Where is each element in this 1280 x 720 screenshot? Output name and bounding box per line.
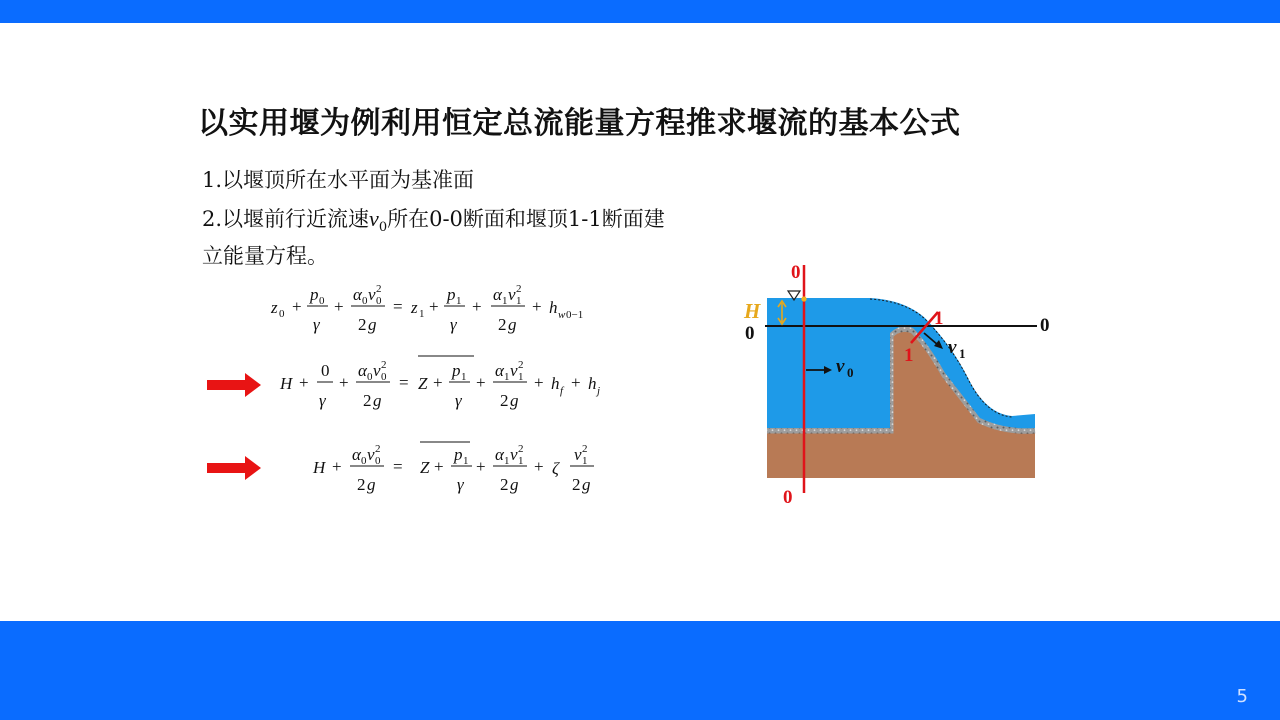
step-2-suffix: 所在0-0断面和堰顶1-1断面建立能量方程。 xyxy=(202,207,665,269)
svg-text:H: H xyxy=(280,374,293,393)
svg-text:γ: γ xyxy=(319,391,326,410)
svg-text:v: v xyxy=(510,361,518,380)
svg-text:γ: γ xyxy=(313,315,320,334)
svg-text:v: v xyxy=(574,445,582,464)
svg-text:h: h xyxy=(551,374,560,393)
svg-text:α: α xyxy=(358,361,367,380)
slide-title: 以实用堰为例利用恒定总流能量方程推求堰流的基本公式 xyxy=(198,106,961,141)
svg-text:α: α xyxy=(495,361,504,380)
svg-text:α: α xyxy=(352,445,361,464)
svg-text:g: g xyxy=(373,391,382,410)
step-2-prefix: 2.以堰前行近流速 xyxy=(202,207,370,231)
svg-text:0: 0 xyxy=(319,295,325,307)
label-H: H xyxy=(744,299,761,323)
svg-text:p: p xyxy=(310,285,319,304)
svg-text:0: 0 xyxy=(375,455,381,467)
label-1-top: 1 xyxy=(934,308,944,329)
svg-text:+: + xyxy=(429,297,439,316)
step-1-text: 1.以堰顶所在水平面为基准面 xyxy=(202,168,475,192)
svg-text:1: 1 xyxy=(419,308,425,320)
label-0-right: 0 xyxy=(1040,315,1050,336)
energy-equation-3 xyxy=(308,436,608,502)
svg-text:1: 1 xyxy=(518,371,524,383)
svg-text:2: 2 xyxy=(582,443,588,455)
svg-text:g: g xyxy=(510,391,519,410)
svg-text:2: 2 xyxy=(572,475,581,494)
svg-text:2: 2 xyxy=(376,283,382,295)
svg-text:0: 0 xyxy=(279,308,285,320)
svg-text:0: 0 xyxy=(321,361,330,380)
svg-text:2: 2 xyxy=(381,359,387,371)
label-v0-sub: 0 xyxy=(847,365,854,380)
step-2-text xyxy=(202,205,672,270)
svg-text:+: + xyxy=(433,373,443,392)
svg-text:2: 2 xyxy=(357,475,366,494)
svg-text:1: 1 xyxy=(504,371,510,383)
svg-text:g: g xyxy=(368,315,377,334)
svg-text:2: 2 xyxy=(518,359,524,371)
svg-text:f: f xyxy=(560,385,564,397)
svg-text:Z: Z xyxy=(418,374,428,393)
svg-text:v: v xyxy=(368,285,376,304)
svg-text:g: g xyxy=(367,475,376,494)
label-1-bottom: 1 xyxy=(904,345,914,366)
svg-text:v: v xyxy=(373,361,381,380)
svg-text:p: p xyxy=(454,445,463,464)
svg-text:p: p xyxy=(447,285,456,304)
svg-text:v: v xyxy=(510,445,518,464)
step-2-sub: 0 xyxy=(378,220,388,236)
svg-text:1: 1 xyxy=(582,455,588,467)
label-v1-sub: 1 xyxy=(959,346,966,361)
svg-text:2: 2 xyxy=(363,391,372,410)
svg-text:+: + xyxy=(434,457,444,476)
svg-text:γ: γ xyxy=(450,315,457,334)
svg-text:=: = xyxy=(399,373,409,392)
energy-equation-2 xyxy=(275,350,620,416)
label-0-top: 0 xyxy=(791,262,801,283)
svg-text:g: g xyxy=(508,315,517,334)
svg-text:2: 2 xyxy=(358,315,367,334)
svg-text:0: 0 xyxy=(381,371,387,383)
svg-text:=: = xyxy=(393,297,403,316)
svg-text:2: 2 xyxy=(516,283,522,295)
svg-text:0: 0 xyxy=(367,371,373,383)
svg-text:α: α xyxy=(495,445,504,464)
label-0-left: 0 xyxy=(745,323,755,344)
weir-diagram xyxy=(738,256,1058,512)
svg-text:0−1: 0−1 xyxy=(566,309,584,321)
svg-text:2: 2 xyxy=(500,391,509,410)
energy-equation-1 xyxy=(265,280,605,338)
svg-text:0: 0 xyxy=(361,455,367,467)
svg-text:h: h xyxy=(549,298,558,317)
svg-text:1: 1 xyxy=(516,295,522,307)
svg-text:0: 0 xyxy=(376,295,382,307)
svg-text:1: 1 xyxy=(456,295,462,307)
svg-text:w: w xyxy=(558,309,566,321)
label-v0: v xyxy=(836,356,845,377)
svg-text:j: j xyxy=(597,385,601,397)
svg-text:=: = xyxy=(393,457,403,476)
svg-text:α: α xyxy=(493,285,502,304)
bottom-bar xyxy=(0,621,1280,720)
svg-text:2: 2 xyxy=(498,315,507,334)
svg-text:+: + xyxy=(334,297,344,316)
top-bar xyxy=(0,0,1280,23)
svg-text:+: + xyxy=(534,373,544,392)
svg-text:+: + xyxy=(476,457,486,476)
svg-text:p: p xyxy=(452,361,461,380)
svg-text:+: + xyxy=(292,297,302,316)
svg-text:γ: γ xyxy=(457,475,464,494)
red-arrow-icon-1 xyxy=(207,373,263,397)
svg-text:v: v xyxy=(367,445,375,464)
svg-text:+: + xyxy=(534,457,544,476)
svg-text:0: 0 xyxy=(362,295,368,307)
step-2-var: v xyxy=(369,206,379,231)
svg-text:g: g xyxy=(582,475,591,494)
svg-text:v: v xyxy=(508,285,516,304)
svg-text:ζ: ζ xyxy=(552,459,559,478)
svg-text:g: g xyxy=(510,475,519,494)
red-arrow-icon-2 xyxy=(207,456,263,480)
svg-text:+: + xyxy=(532,297,542,316)
svg-text:γ: γ xyxy=(455,391,462,410)
svg-text:1: 1 xyxy=(463,455,469,467)
svg-text:z: z xyxy=(411,298,418,317)
svg-text:+: + xyxy=(299,373,309,392)
svg-text:1: 1 xyxy=(518,455,524,467)
svg-text:H: H xyxy=(313,458,326,477)
svg-text:2: 2 xyxy=(375,443,381,455)
label-0-bottom: 0 xyxy=(783,487,793,508)
svg-text:2: 2 xyxy=(518,443,524,455)
svg-text:2: 2 xyxy=(500,475,509,494)
svg-text:Z: Z xyxy=(420,458,430,477)
svg-text:+: + xyxy=(472,297,482,316)
page-number: 5 xyxy=(1236,686,1248,707)
svg-text:α: α xyxy=(353,285,362,304)
svg-text:h: h xyxy=(588,374,597,393)
svg-text:1: 1 xyxy=(461,371,467,383)
svg-text:1: 1 xyxy=(504,455,510,467)
svg-text:+: + xyxy=(476,373,486,392)
svg-text:+: + xyxy=(571,373,581,392)
label-v1: v xyxy=(948,337,957,358)
svg-text:1: 1 xyxy=(502,295,508,307)
svg-text:+: + xyxy=(332,457,342,476)
svg-text:+: + xyxy=(339,373,349,392)
svg-text:z: z xyxy=(271,298,278,317)
